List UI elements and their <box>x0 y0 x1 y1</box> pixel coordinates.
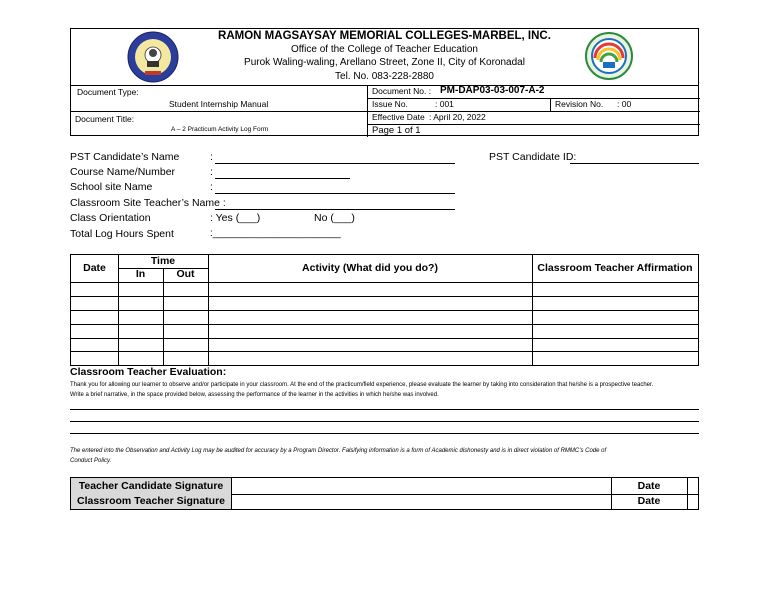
candidate-name-label: PST Candidate’s Name <box>70 151 180 163</box>
candidate-name-field[interactable] <box>215 163 455 164</box>
candidate-id-field[interactable] <box>570 163 699 164</box>
doc-title-label: Document Title: <box>75 114 135 124</box>
teacher-education-logo <box>585 32 633 80</box>
document-metadata <box>71 85 698 137</box>
issue-value: : 001 <box>435 99 454 109</box>
doc-title-value: A – 2 Practicum Activity Log Form <box>171 126 269 133</box>
evaluation-instructions-1: Thank you for allowing our learner to observe and/or participate in your classroom. At the end of the practicum/field experience, please evaluate the learner by taking into consideration that he/she is a prospective teacher. <box>70 382 654 388</box>
notice-line-2: Conduct Policy. <box>70 458 112 464</box>
institution-name: RAMON MAGSAYSAY MEMORIAL COLLEGES-MARBEL, INC. <box>218 30 551 42</box>
document-header <box>70 28 699 136</box>
header-date: Date <box>83 262 106 274</box>
revision-label: Revision No. <box>555 99 604 109</box>
header-activity: Activity (What did you do?) <box>302 262 438 274</box>
orientation-yes[interactable]: : Yes (___) <box>210 212 261 224</box>
candidate-signature-label: Teacher Candidate Signature <box>71 478 231 494</box>
candidate-signature-field[interactable] <box>232 478 611 494</box>
issue-label: Issue No. <box>372 99 408 109</box>
revision-value: : 00 <box>617 99 632 109</box>
header-in: In <box>135 268 146 280</box>
activity-log-table <box>70 254 699 366</box>
candidate-id-label: PST Candidate ID: <box>489 151 577 163</box>
orientation-no[interactable]: No (___) <box>314 212 355 224</box>
teacher-name-field[interactable] <box>215 209 455 210</box>
office-name: Office of the College of Teacher Education <box>291 44 478 55</box>
evaluation-instructions-2: Write a brief narrative, in the space provided below, assessing the performance of the learner in the activities in which he/she was involved. <box>70 392 439 398</box>
evaluation-title: Classroom Teacher Evaluation: <box>70 366 227 378</box>
effective-value: : April 20, 2022 <box>429 112 486 122</box>
course-label: Course Name/Number <box>70 166 176 178</box>
colon: : <box>210 181 213 193</box>
orientation-label: Class Orientation <box>70 212 151 224</box>
notice-line-1: The entered into the Observation and Activity Log may be audited for accuracy by a Program Director. Falsifying information is a form of Academic dishonesty and is in direct violation of RMMC’s Code of <box>70 448 607 454</box>
total-hours-field[interactable]: :_______________________ <box>210 228 341 239</box>
effective-label: Effective Date <box>372 112 425 122</box>
course-field[interactable] <box>215 178 350 179</box>
teacher-signature-field[interactable] <box>232 495 611 509</box>
page-number: Page 1 of 1 <box>372 125 421 136</box>
signature-table <box>70 477 699 510</box>
header-affirmation: Classroom Teacher Affirmation <box>537 262 693 274</box>
teacher-signature-label: Classroom Teacher Signature <box>71 494 231 509</box>
header-out: Out <box>176 268 195 280</box>
colon: : <box>210 151 213 163</box>
total-hours-label: Total Log Hours Spent <box>70 228 174 240</box>
teacher-name-label: Classroom Site Teacher’s Name : <box>70 197 226 209</box>
teacher-date-label: Date <box>637 495 661 507</box>
candidate-date-label: Date <box>637 480 661 492</box>
doc-type-label: Document Type: <box>77 87 139 97</box>
header-time: Time <box>150 255 176 267</box>
address: Purok Waling-waling, Arellano Street, Zone II, City of Koronadal <box>244 57 525 68</box>
doc-type-value: Student Internship Manual <box>169 99 269 109</box>
header-top <box>71 29 698 86</box>
teacher-date-field[interactable] <box>688 495 698 509</box>
evaluation-line[interactable] <box>70 421 699 422</box>
school-site-field[interactable] <box>215 193 455 194</box>
telephone: Tel. No. 083-228-2880 <box>335 71 434 82</box>
school-site-label: School site Name <box>70 181 153 193</box>
candidate-date-field[interactable] <box>688 478 698 494</box>
evaluation-line[interactable] <box>70 409 699 410</box>
doc-no-value: PM-DAP03-03-007-A-2 <box>440 85 545 96</box>
doc-no-label: Document No. : <box>372 86 432 96</box>
evaluation-line[interactable] <box>70 433 699 434</box>
colon: : <box>210 166 213 178</box>
